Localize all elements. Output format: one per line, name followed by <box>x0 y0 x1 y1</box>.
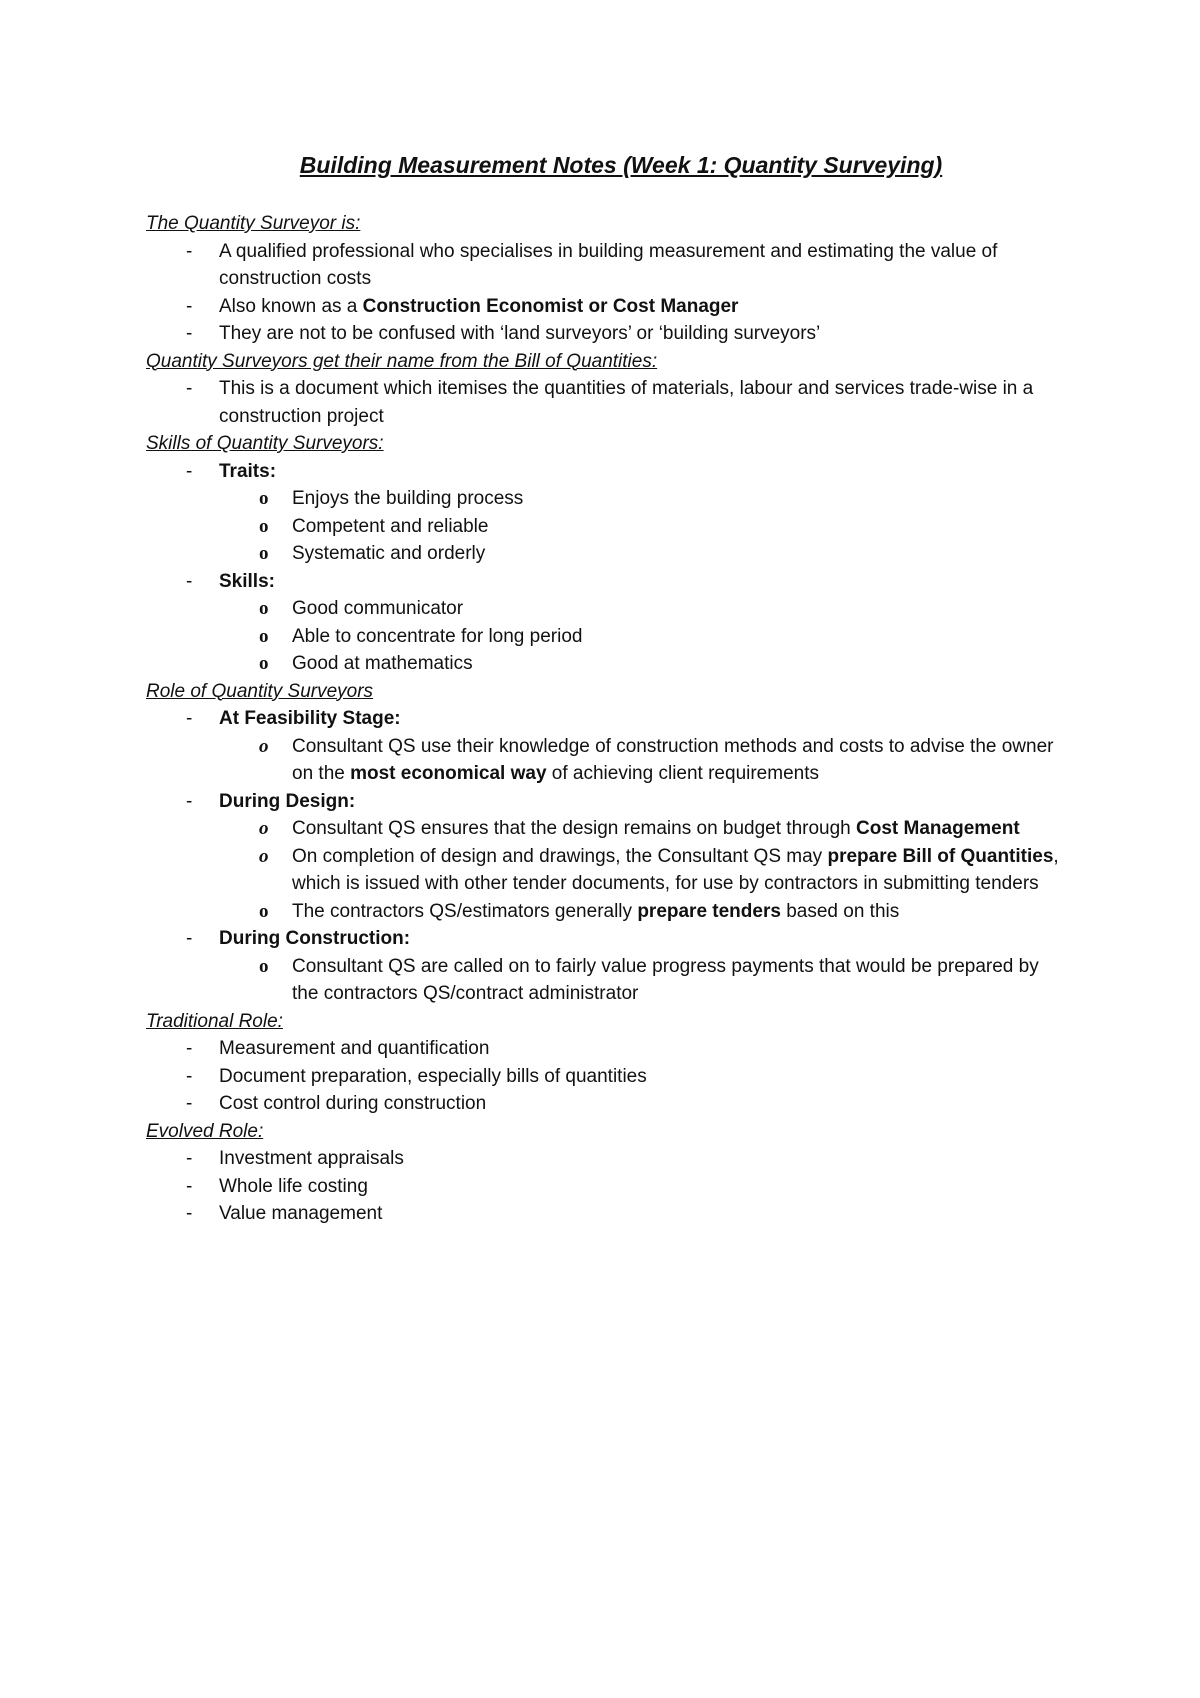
section-heading-bill-of-quantities: Quantity Surveyors get their name from the Bill of Quantities: <box>146 350 658 372</box>
list-item: - Cost control during construction <box>146 1090 1066 1118</box>
section-heading-evolved-role: Evolved Role: <box>146 1120 264 1142</box>
section-heading-skills: Skills of Quantity Surveyors: <box>146 433 384 454</box>
list-item-traits: - Traits: o Enjoys the building process o Competent and reliable o Systematic and orderly <box>146 458 1066 568</box>
bullet-marker: o <box>259 653 269 674</box>
bullet-marker: o <box>259 955 269 977</box>
dash-marker: - <box>186 1093 193 1114</box>
list-item: o Systematic and orderly <box>219 540 1066 568</box>
list-item: o Good communicator <box>219 595 1066 623</box>
dash-marker: - <box>186 1175 193 1197</box>
dash-marker: - <box>186 1038 193 1059</box>
list-evolved-role <box>146 1145 1066 1228</box>
bullet-marker: o <box>259 900 269 922</box>
list-item: o Able to concentrate for long period <box>219 623 1066 651</box>
list-item: - Also known as a Construction Economist or Cost Manager <box>146 293 1066 321</box>
list-item: o On completion of design and drawings, the Consultant QS may prepare Bill of Quantities, which is issued with other tender documents, for use by contractors in submitting tenders <box>219 843 1066 898</box>
list-item: - Measurement and quantification <box>146 1035 1066 1063</box>
sublist-feasibility <box>219 733 1066 788</box>
bullet-marker: o <box>259 845 269 867</box>
list-item: - Value management <box>146 1200 1066 1228</box>
dash-marker: - <box>186 295 193 317</box>
bullet-marker: o <box>259 543 269 564</box>
list-item: - Document preparation, especially bills of quantities <box>146 1063 1066 1091</box>
bullet-marker: o <box>259 488 269 509</box>
list-item-skills: - Skills: o Good communicator o Able to concentrate for long period o Good at mathematics <box>146 568 1066 678</box>
list-item: - Whole life costing <box>146 1173 1066 1201</box>
list-skills <box>146 458 1066 678</box>
document-page <box>146 150 1066 1228</box>
document-title: Building Measurement Notes (Week 1: Quantity Surveying) <box>299 152 943 178</box>
sublist-construction <box>219 953 1066 1008</box>
dash-marker: - <box>186 378 193 399</box>
dash-marker: - <box>186 790 193 812</box>
dash-marker: - <box>186 1203 193 1224</box>
dash-marker: - <box>186 1065 193 1087</box>
bullet-marker: o <box>259 735 269 757</box>
bullet-marker: o <box>259 818 269 839</box>
list-item: - Investment appraisals <box>146 1145 1066 1173</box>
dash-marker: - <box>186 1148 193 1169</box>
sublist-skills <box>219 595 1066 678</box>
dash-marker: - <box>186 928 193 949</box>
list-traditional-role <box>146 1035 1066 1118</box>
list-item: - This is a document which itemises the quantities of materials, labour and services trade-wise in a construction project <box>146 375 1066 430</box>
bullet-marker: o <box>259 515 269 537</box>
section-heading-traditional-role: Traditional Role: <box>146 1010 283 1032</box>
list-item: o Good at mathematics <box>219 650 1066 678</box>
list-item-design: - During Design: o Consultant QS ensures that the design remains on budget through Cost Management o On completion of design and drawings, the Consultant QS may prepare Bill of Quantities, which is issued with other tender documents, for use by contractors in submitting tenders o The contractors QS/estimators generally prepare tenders based on this <box>146 788 1066 926</box>
list-item: o Enjoys the building process <box>219 485 1066 513</box>
dash-marker: - <box>186 240 193 262</box>
section-heading-role: Role of Quantity Surveyors <box>146 680 374 702</box>
dash-marker: - <box>186 708 193 729</box>
list-item: - They are not to be confused with ‘land surveyors’ or ‘building surveyors’ <box>146 320 1066 348</box>
list-item-feasibility: - At Feasibility Stage: o Consultant QS use their knowledge of construction methods and costs to advise the owner on the most economical way of achieving client requirements <box>146 705 1066 788</box>
list-role <box>146 705 1066 1008</box>
dash-marker: - <box>186 570 193 592</box>
list-quantity-surveyor-is <box>146 238 1066 348</box>
list-item: o Consultant QS use their knowledge of construction methods and costs to advise the owner on the most economical way of achieving client requirements <box>219 733 1066 788</box>
list-item: o Competent and reliable <box>219 513 1066 541</box>
sublist-traits <box>219 485 1066 568</box>
dash-marker: - <box>186 460 193 482</box>
section-heading-quantity-surveyor-is: The Quantity Surveyor is: <box>146 213 361 234</box>
bullet-marker: o <box>259 625 269 647</box>
list-bill-of-quantities <box>146 375 1066 430</box>
bullet-marker: o <box>259 598 269 619</box>
sublist-design <box>219 815 1066 925</box>
list-item: o The contractors QS/estimators generally prepare tenders based on this <box>219 898 1066 926</box>
dash-marker: - <box>186 323 193 344</box>
list-item-construction: - During Construction: o Consultant QS are called on to fairly value progress payments that would be prepared by the contractors QS/contract administrator <box>146 925 1066 1008</box>
list-item: o Consultant QS are called on to fairly value progress payments that would be prepared by the contractors QS/contract administrator <box>219 953 1066 1008</box>
list-item: - A qualified professional who specialises in building measurement and estimating the value of construction costs <box>146 238 1066 293</box>
list-item: o Consultant QS ensures that the design remains on budget through Cost Management <box>219 815 1066 843</box>
